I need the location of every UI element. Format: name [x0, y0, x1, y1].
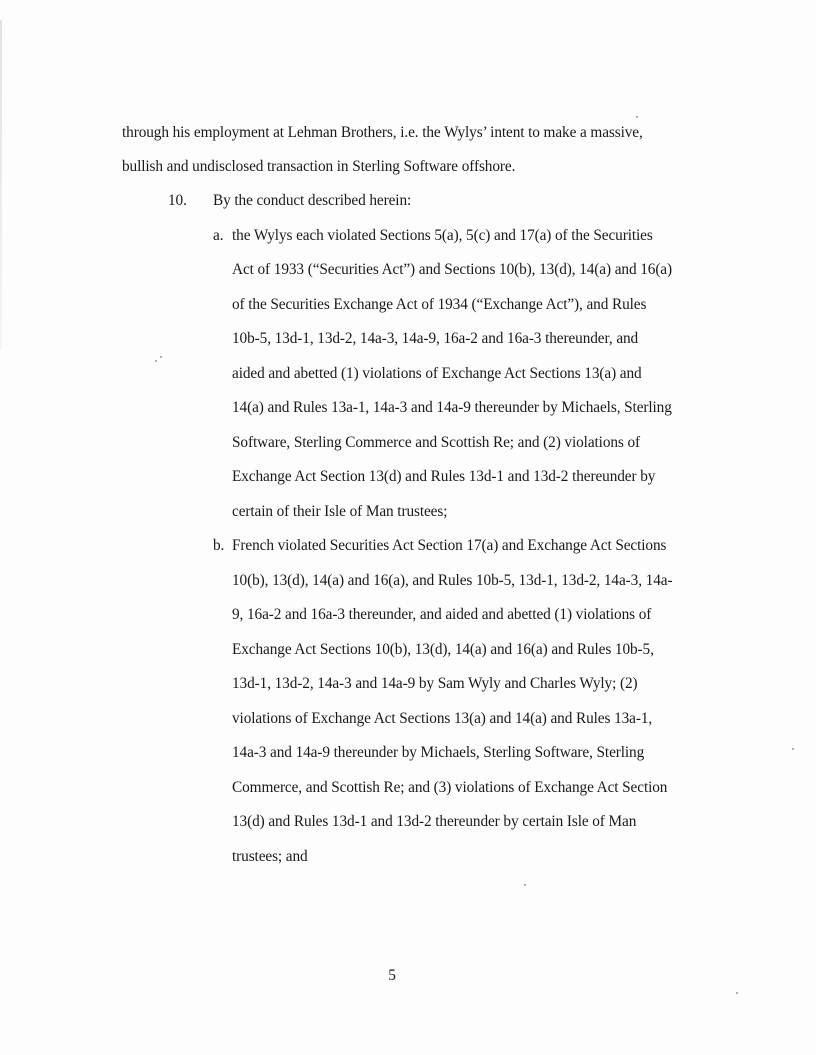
scan-speck — [160, 356, 162, 358]
item-a-line-3: of the Securities Exchange Act of 1934 (“Exchange Act”), and Rules — [232, 296, 647, 313]
scan-speck — [636, 116, 638, 118]
page-number: 5 — [388, 967, 396, 984]
item-a-line-9: certain of their Isle of Man trustees; — [232, 503, 448, 520]
item-b-line-10: trustees; and — [232, 848, 308, 865]
scan-speck — [736, 992, 738, 994]
paragraph-number: 10. — [168, 192, 187, 209]
intro-line-1: through his employment at Lehman Brothers, i.e. the Wylys’ intent to make a massive, — [122, 124, 643, 141]
paragraph-text: By the conduct described herein: — [213, 192, 412, 209]
scan-speck — [792, 748, 794, 750]
item-b-line-8: Commerce, and Scottish Re; and (3) violations of Exchange Act Section — [232, 779, 668, 796]
item-a-line-7: Software, Sterling Commerce and Scottish Re; and (2) violations of — [232, 434, 641, 451]
scan-edge-mark — [0, 20, 2, 350]
item-a-line-4: 10b-5, 13d-1, 13d-2, 14a-3, 14a-9, 16a-2 and 16a-3 thereunder, and — [232, 330, 639, 347]
item-a-line-6: 14(a) and Rules 13a-1, 14a-3 and 14a-9 thereunder by Michaels, Sterling — [232, 399, 672, 416]
item-a-line-1: the Wylys each violated Sections 5(a), 5(c) and 17(a) of the Securities — [232, 227, 653, 244]
item-b-marker: b. — [213, 537, 225, 554]
item-b-line-6: violations of Exchange Act Sections 13(a) and 14(a) and Rules 13a-1, — [232, 710, 653, 727]
item-a-marker: a. — [213, 227, 224, 244]
item-b-line-7: 14a-3 and 14a-9 thereunder by Michaels, Sterling Software, Sterling — [232, 744, 645, 761]
item-a-line-5: aided and abetted (1) violations of Exchange Act Sections 13(a) and — [232, 365, 642, 382]
item-b-line-4: Exchange Act Sections 10(b), 13(d), 14(a) and 16(a) and Rules 10b-5, — [232, 641, 654, 658]
item-b-line-2: 10(b), 13(d), 14(a) and 16(a), and Rules 10b-5, 13d-1, 13d-2, 14a-3, 14a- — [232, 572, 673, 589]
scan-speck — [155, 360, 157, 362]
item-b-line-5: 13d-1, 13d-2, 14a-3 and 14a-9 by Sam Wyly and Charles Wyly; (2) — [232, 675, 638, 692]
item-a-line-8: Exchange Act Section 13(d) and Rules 13d-1 and 13d-2 thereunder by — [232, 468, 656, 485]
intro-line-2: bullish and undisclosed transaction in Sterling Software offshore. — [122, 158, 516, 175]
item-b-line-3: 9, 16a-2 and 16a-3 thereunder, and aided and abetted (1) violations of — [232, 606, 652, 623]
item-b-line-9: 13(d) and Rules 13d-1 and 13d-2 thereunder by certain Isle of Man — [232, 813, 637, 830]
scan-speck — [524, 884, 526, 886]
item-b-line-1: French violated Securities Act Section 17(a) and Exchange Act Sections — [232, 537, 667, 554]
item-a-line-2: Act of 1933 (“Securities Act”) and Sections 10(b), 13(d), 14(a) and 16(a) — [232, 261, 672, 278]
